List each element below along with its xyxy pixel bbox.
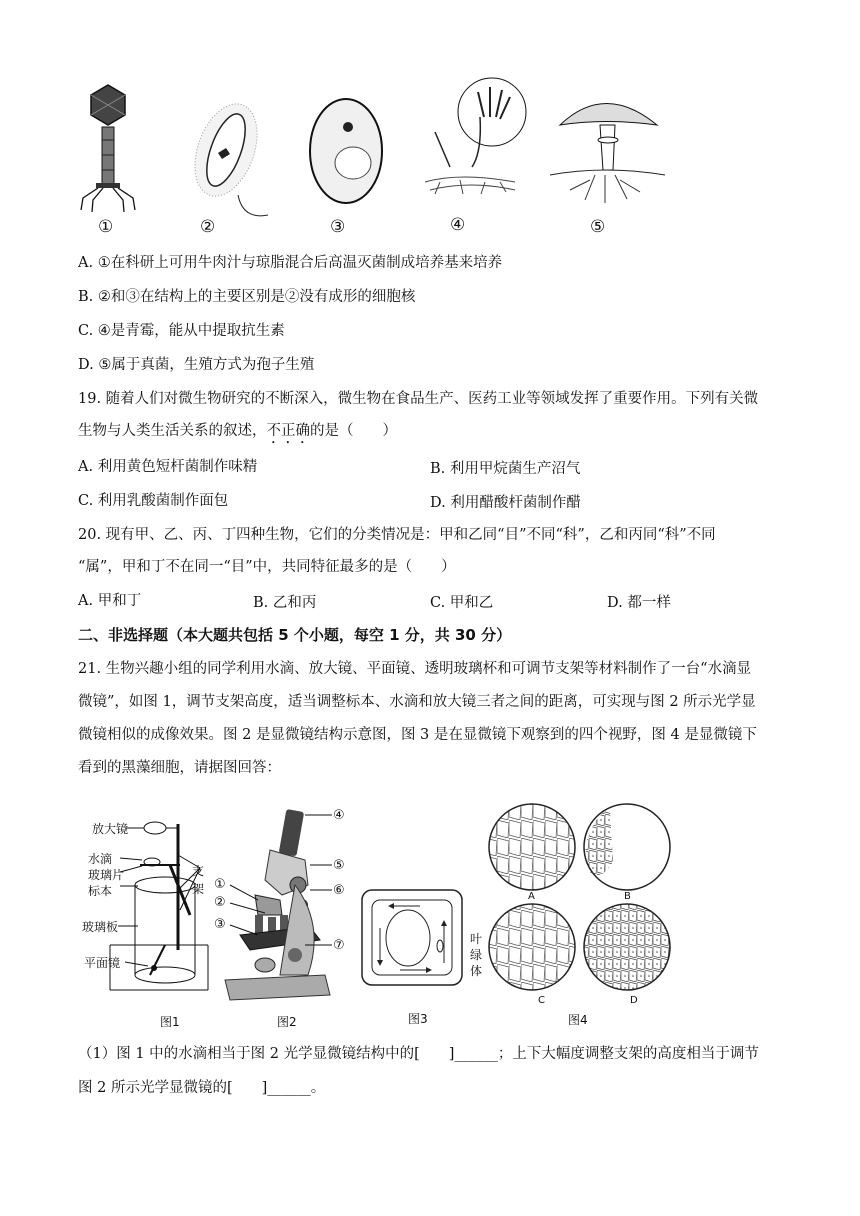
fig1-label-water-drop: 水滴 bbox=[88, 852, 113, 866]
q19-option-a: A. 利用黄色短杆菌制作味精 bbox=[78, 459, 258, 475]
q21-sub1-line1: （1）图 1 中的水滴相当于图 2 光学显微镜结构中的[ ]______；上下大幅度调整支架的高度相当于调节 bbox=[78, 1046, 759, 1062]
fig1-label-stand-2: 架 bbox=[192, 882, 205, 896]
fig2-label-4: ④ bbox=[333, 808, 345, 823]
penicillium-figure bbox=[420, 72, 530, 202]
fig3-caption: 图3 bbox=[408, 1012, 428, 1026]
q20-stem-line1: 20. 现有甲、乙、丙、丁四种生物，它们的分类情况是：甲和乙同“目”不同“科”，乙和丙同“科”不同 bbox=[78, 527, 716, 543]
fig4-label-d: D bbox=[630, 995, 638, 1006]
q20-option-c: C. 甲和乙 bbox=[430, 595, 494, 611]
fig2-label-1: ① bbox=[214, 877, 226, 892]
q18-option-b: B. ②和③在结构上的主要区别是②没有成形的细胞核 bbox=[78, 289, 416, 305]
light-microscope-drawing bbox=[210, 805, 345, 1005]
q19-stem-line2: 生物与人类生活关系的叙述，不正确的是（ ） bbox=[78, 423, 397, 439]
q19-option-b: B. 利用甲烷菌生产沼气 bbox=[430, 461, 581, 477]
q21-sub1-line2: 图 2 所示光学显微镜的[ ]______。 bbox=[78, 1080, 326, 1096]
fig1-label-specimen: 标本 bbox=[88, 884, 113, 898]
fig1-caption: 图1 bbox=[160, 1015, 180, 1029]
q20-option-a: A. 甲和丁 bbox=[78, 593, 142, 609]
microscope-fields-drawing bbox=[485, 802, 675, 1012]
q18-option-c: C. ④是青霉，能从中提取抗生素 bbox=[78, 323, 285, 339]
figure-label-5: ⑤ bbox=[590, 217, 606, 237]
q20-option-b: B. 乙和丙 bbox=[253, 595, 317, 611]
q21-stem-line3: 微镜相似的成像效果。图 2 是显微镜结构示意图，图 3 是在显微镜下观察到的四个视野，图 4 是显微镜下 bbox=[78, 727, 757, 743]
mushroom-figure bbox=[545, 90, 670, 215]
fig1-label-plane-mirror: 平面镜 bbox=[84, 956, 121, 970]
q19-stem-line1: 19. 随着人们对微生物研究的不断深入，微生物在食品生产、医药工业等领域发挥了重要作用。下列有关微 bbox=[78, 391, 759, 407]
fig1-label-glass-slide: 玻璃片 bbox=[88, 868, 125, 882]
q20-option-d: D. 都一样 bbox=[607, 595, 671, 611]
q18-option-a: A. ①在科研上可用牛肉汁与琼脂混合后高温灭菌制成培养基来培养 bbox=[78, 255, 503, 271]
fig2-label-3: ③ bbox=[214, 917, 226, 932]
fig2-label-6: ⑥ bbox=[333, 883, 345, 898]
fig4-label-b: B bbox=[624, 891, 631, 902]
fig1-label-magnifier: 放大镜 bbox=[92, 822, 129, 836]
q19-option-d: D. 利用醋酸杆菌制作醋 bbox=[430, 495, 581, 511]
figure-label-2: ② bbox=[200, 217, 216, 237]
fig3-label-chloroplast-3: 体 bbox=[470, 964, 483, 978]
fig3-label-chloroplast-2: 绿 bbox=[470, 948, 483, 962]
q19-option-c: C. 利用乳酸菌制作面包 bbox=[78, 493, 229, 509]
fig3-label-chloroplast-1: 叶 bbox=[470, 932, 483, 946]
figure-label-4: ④ bbox=[450, 215, 466, 235]
fig1-label-stand-1: 支 bbox=[192, 864, 205, 878]
fig2-label-7: ⑦ bbox=[333, 938, 345, 953]
cell-streaming-drawing bbox=[360, 888, 470, 988]
q18-option-d: D. ⑤属于真菌，生殖方式为孢子生殖 bbox=[78, 357, 315, 373]
q21-stem-line4: 看到的黑藻细胞，请据图回答： bbox=[78, 760, 281, 776]
q21-stem-line1: 21. 生物兴趣小组的同学利用水滴、放大镜、平面镜、透明玻璃杯和可调节支架等材料制作了一台“水滴显 bbox=[78, 661, 752, 677]
fig2-label-2: ② bbox=[214, 895, 226, 910]
figure-label-3: ③ bbox=[330, 217, 346, 237]
fig4-caption: 图4 bbox=[568, 1013, 588, 1027]
q20-stem-line2: “属”，甲和丁不在同一“目”中，共同特征最多的是（ ） bbox=[78, 559, 456, 575]
q19-emphasis: 不正确 bbox=[266, 423, 310, 439]
section2-heading: 二、非选择题（本大题共包括 5 个小题，每空 1 分，共 30 分） bbox=[78, 626, 512, 644]
q21-stem-line2: 微镜”，如图 1，调节支架高度，适当调整标本、水滴和放大镜三者之间的距离，可实现与图 2 所示光学显 bbox=[78, 694, 756, 710]
fig4-label-c: C bbox=[538, 995, 545, 1006]
figure-label-1: ① bbox=[98, 217, 114, 237]
fig4-label-a: A bbox=[528, 891, 535, 902]
bacterium-figure bbox=[188, 95, 278, 220]
water-drop-microscope-drawing bbox=[80, 810, 230, 1000]
fig1-label-glass-plate: 玻璃板 bbox=[82, 920, 119, 934]
bacteriophage-figure bbox=[78, 80, 148, 215]
fig2-label-5: ⑤ bbox=[333, 858, 345, 873]
yeast-cell-figure bbox=[308, 95, 388, 210]
fig2-caption: 图2 bbox=[277, 1015, 297, 1029]
